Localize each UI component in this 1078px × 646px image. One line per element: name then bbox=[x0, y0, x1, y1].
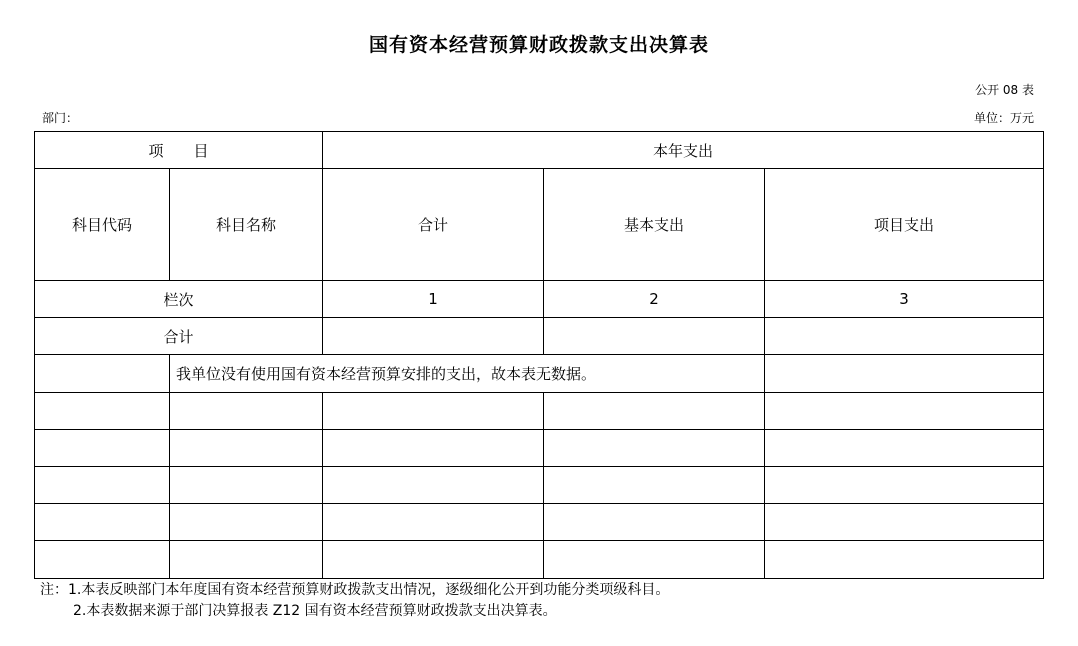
row-no-data bbox=[35, 355, 1044, 393]
footnote-2: 2.本表数据来源于部门决算报表 Z12 国有资本经营预算财政拨款支出决算表。 bbox=[73, 603, 557, 619]
footnote-1: 注：1.本表反映部门本年度国有资本经营预算财政拨款支出情况，逐级细化公开到功能分类项级科目。 bbox=[40, 582, 670, 598]
table-row bbox=[35, 467, 1044, 504]
col-subject-code: 科目代码 bbox=[35, 169, 170, 281]
no-data-note: 我单位没有使用国有资本经营预算安排的支出，故本表无数据。 bbox=[170, 355, 765, 393]
col-total: 合计 bbox=[323, 169, 544, 281]
empty-project-cell bbox=[765, 355, 1044, 393]
col-basic-expenditure: 基本支出 bbox=[544, 169, 765, 281]
form-number: 公开 08 表 bbox=[975, 83, 1034, 97]
empty-code-cell bbox=[35, 355, 170, 393]
total-cell bbox=[323, 318, 544, 355]
order-1: 1 bbox=[323, 281, 544, 318]
order-3: 3 bbox=[765, 281, 1044, 318]
project-cell bbox=[765, 318, 1044, 355]
row-order-label: 栏次 bbox=[35, 281, 323, 318]
expenditure-table bbox=[34, 131, 1044, 579]
col-subject-name: 科目名称 bbox=[170, 169, 323, 281]
row-order bbox=[35, 281, 1044, 318]
page-title: 国有资本经营预算财政拨款支出决算表 bbox=[368, 34, 709, 56]
unit-label: 单位：万元 bbox=[973, 111, 1034, 125]
footnotes bbox=[40, 580, 669, 622]
table-row bbox=[35, 504, 1044, 541]
row-total-label: 合计 bbox=[35, 318, 323, 355]
department-label: 部门： bbox=[42, 111, 79, 125]
header-current-year-expenditure: 本年支出 bbox=[323, 132, 1044, 169]
table-row bbox=[35, 541, 1044, 579]
basic-cell bbox=[544, 318, 765, 355]
order-2: 2 bbox=[544, 281, 765, 318]
table-row bbox=[35, 393, 1044, 430]
col-project-expenditure: 项目支出 bbox=[765, 169, 1044, 281]
row-total bbox=[35, 318, 1044, 355]
table-column-row bbox=[35, 169, 1044, 281]
header-item: 项 目 bbox=[35, 132, 323, 169]
table-header-row bbox=[35, 132, 1044, 169]
table-row bbox=[35, 430, 1044, 467]
